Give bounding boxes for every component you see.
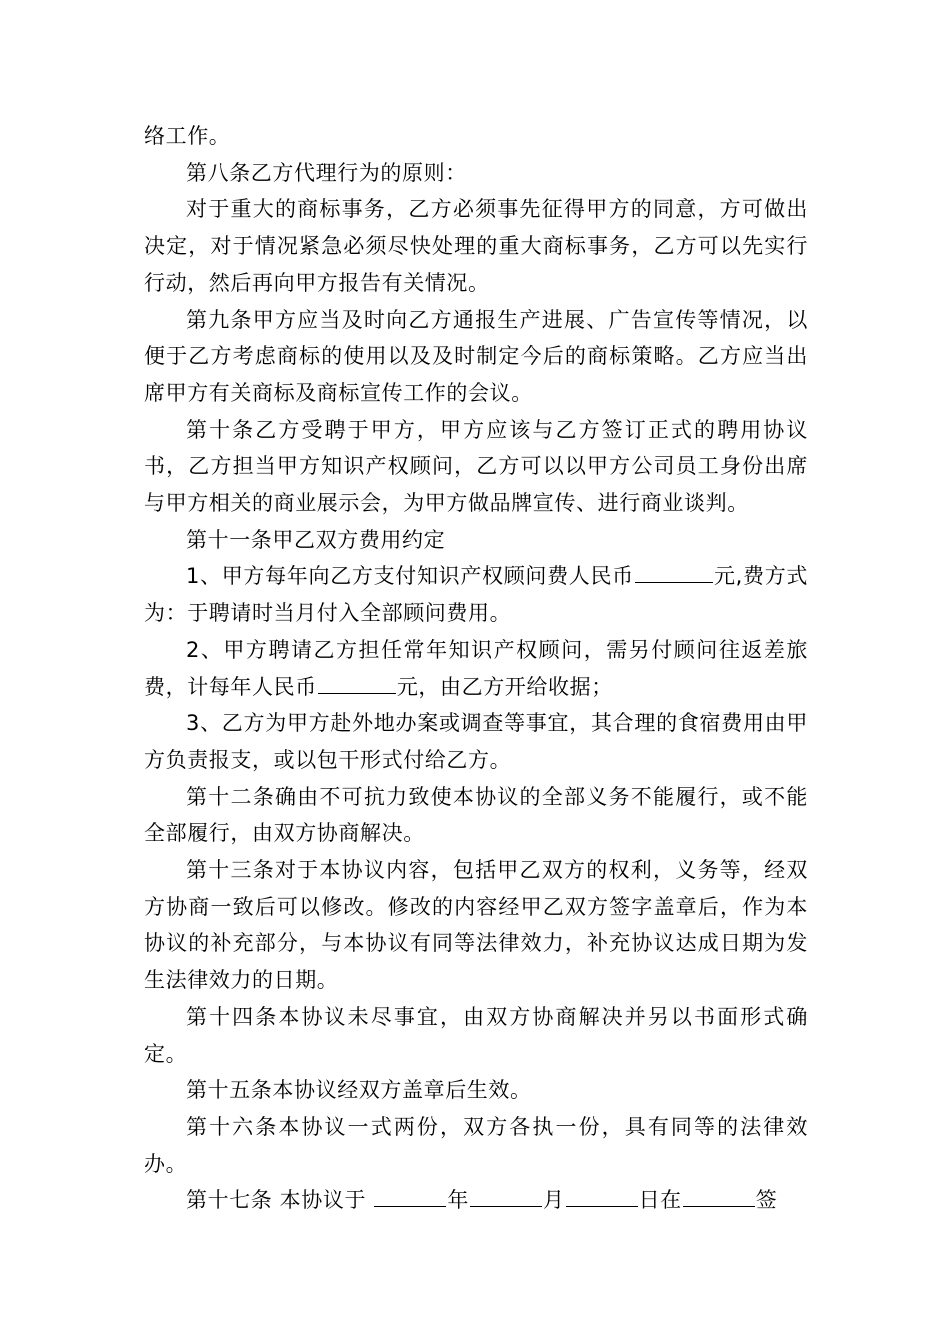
article-8-heading [144,155,808,192]
paragraph-text: 年 [447,1188,469,1213]
document-body [144,118,808,1219]
paragraph-text: 元,费方式为：于聘请时当月付入全部顾问费用。 [144,564,808,626]
fill-blank-day [566,1184,638,1207]
article-11-item-3 [144,705,808,778]
article-11-item-1 [144,558,808,631]
article-17 [144,1182,808,1219]
paragraph-text: 3、乙方为甲方赴外地办案或调查等事宜，其合理的食宿费用由甲方负责报支，或以包干形式付给乙方。 [144,711,808,772]
article-8-body [144,191,808,301]
article-9 [144,302,808,412]
paragraph-text: 月 [542,1188,565,1213]
paragraph-text: 第九条甲方应当及时向乙方通报生产进展、广告宣传等情况，以便于乙方考虑商标的使用以及及时制定今后的商标策略。乙方应当出席甲方有关商标及商标宣传工作的会议。 [144,307,808,405]
paragraph-text: 元，由乙方开给收据； [396,674,613,699]
paragraph-text: 对于重大的商标事务，乙方必须事先征得甲方的同意，方可做出决定，对于情况紧急必须尽快处理的重大商标事务，乙方可以先实行行动，然后再向甲方报告有关情况。 [144,197,808,295]
paragraph-text: 第十七条 本协议于 [186,1188,374,1213]
paragraph-text: 第八条乙方代理行为的原则： [186,160,467,185]
paragraph-text: 第十六条本协议一式两份，双方各执一份，具有同等的法律效办。 [144,1114,808,1176]
paragraph-text: 第十一条甲乙双方费用约定 [186,527,446,552]
paragraph-text: 日在 [638,1188,682,1213]
paragraph-text: 第十五条本协议经双方盖章后生效。 [186,1078,532,1103]
fill-blank-year [374,1184,446,1207]
article-11-heading [144,522,808,559]
article-15 [144,1072,808,1109]
fill-blank [318,671,396,694]
paragraph-text: 络工作。 [144,124,231,148]
article-14 [144,999,808,1072]
fill-blank-month [470,1184,542,1207]
paragraph-text: 第十二条确由不可抗力致使本协议的全部义务不能履行，或不能全部履行，由双方协商解决。 [144,784,808,846]
article-12 [144,779,808,852]
paragraph-text: 第十三条对于本协议内容，包括甲乙双方的权利，义务等，经双方协商一致后可以修改。修改的内容经甲乙双方签字盖章后，作为本协议的补充部分，与本协议有同等法律效力，补充协议达成日期为发生法律效力的日期。 [144,858,808,993]
fill-blank-place [683,1184,755,1207]
article-11-item-2 [144,632,808,705]
paragraph-text: 1、甲方每年向乙方支付知识产权顾问费人民币 [186,564,634,589]
paragraph-continuation [144,118,808,155]
paragraph-text: 2、甲方聘请乙方担任常年知识产权顾问，需另付顾问往返差旅费，计每年人民币 [144,637,808,699]
paragraph-text: 签 [755,1188,778,1213]
article-16 [144,1109,808,1182]
article-13 [144,852,808,999]
paragraph-text: 第十四条本协议未尽事宜，由双方协商解决并另以书面形式确定。 [144,1004,808,1066]
paragraph-text: 第十条乙方受聘于甲方，甲方应该与乙方签订正式的聘用协议书，乙方担当甲方知识产权顾问，乙方可以以甲方公司员工身份出席与甲方相关的商业展示会，为甲方做品牌宣传、进行商业谈判。 [144,417,808,516]
article-10 [144,412,808,522]
fill-blank [635,560,713,583]
